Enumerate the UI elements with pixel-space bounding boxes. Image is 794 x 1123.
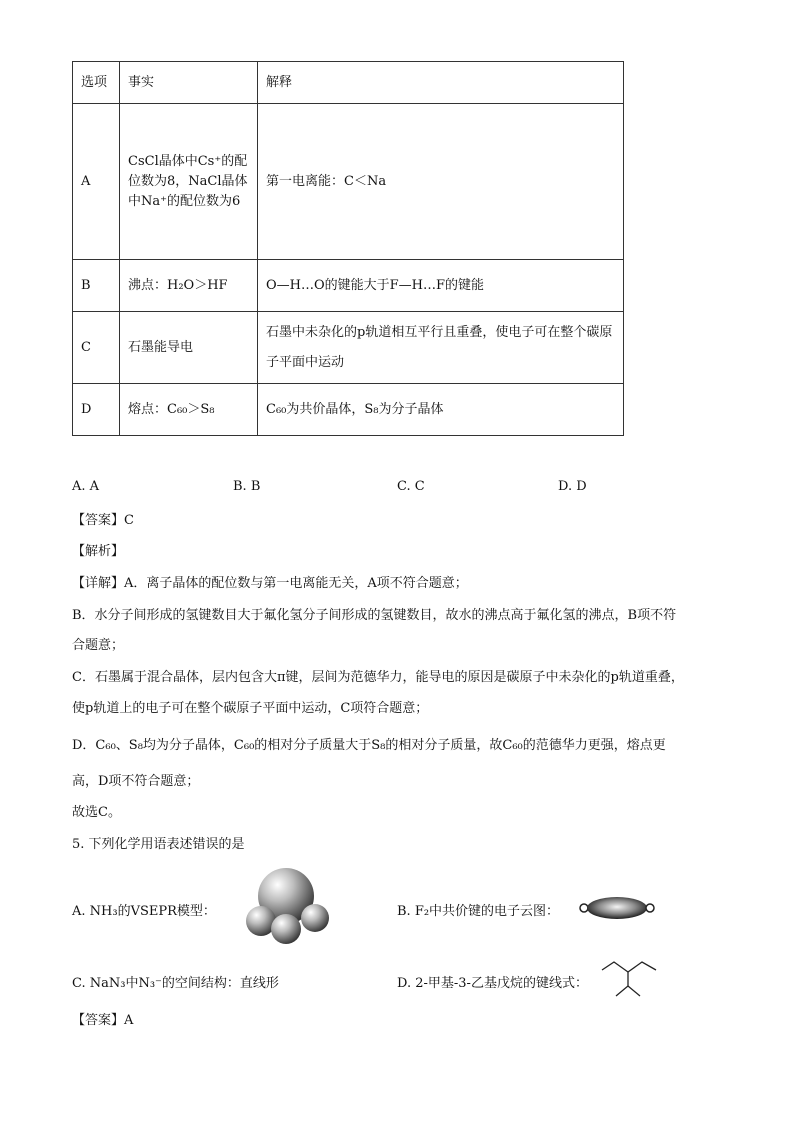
branch-bond-right — [628, 986, 640, 996]
q4-option-c: C. C — [397, 479, 425, 494]
row-a-fact: CsCl晶体中Cs⁺的配位数为8，NaCl晶体中Na⁺的配位数为6 — [120, 104, 258, 260]
nucleus-left — [580, 904, 588, 912]
q4-option-b: B. B — [233, 479, 261, 494]
q4-option-a: A. A — [72, 479, 100, 494]
q4-analysis-title: 【解析】 — [72, 544, 125, 559]
row-c-option: C — [73, 312, 120, 384]
row-b-option: B — [73, 260, 120, 312]
q4-answer: 【答案】C — [72, 513, 134, 528]
nucleus-right — [646, 904, 654, 912]
ligand-sphere-front — [271, 914, 301, 944]
q4-analysis-line-5: 使p轨道上的电子可在整个碳原子平面中运动，C项符合题意； — [72, 701, 429, 716]
q4-analysis-line-3: 合题意； — [72, 638, 125, 653]
skeletal-formula-figure — [600, 960, 660, 1000]
header-explanation: 解释 — [258, 62, 624, 104]
row-c-explanation: 石墨中未杂化的p轨道相互平行且重叠，使电子可在整个碳原子平面中运动 — [258, 312, 624, 384]
q4-option-d: D. D — [558, 479, 587, 494]
q5-stem: 5. 下列化学用语表述错误的是 — [72, 837, 245, 852]
q5-option-a: A. NH₃的VSEPR模型： — [72, 904, 216, 919]
q4-analysis-line-8: 故选C。 — [72, 805, 121, 820]
row-c-fact: 石墨能导电 — [120, 312, 258, 384]
header-option: 选项 — [73, 62, 120, 104]
header-fact: 事实 — [120, 62, 258, 104]
q4-analysis-line-7: 高，D项不符合题意； — [72, 774, 200, 789]
q4-analysis-line-4: C．石墨属于混合晶体，层内包含大π键，层间为范德华力，能导电的原因是碳原子中未杂化的p轨道重叠， — [72, 670, 684, 685]
q5-option-c: C. NaN₃中N₃⁻的空间结构：直线形 — [72, 976, 279, 991]
q4-analysis-line-2: B．水分子间形成的氢键数目大于氟化氢分子间形成的氢键数目，故水的沸点高于氟化氢的沸点，B项不符 — [72, 608, 677, 623]
q5-option-d: D. 2-甲基-3-乙基戊烷的键线式： — [397, 976, 588, 991]
q5-answer: 【答案】A — [72, 1013, 134, 1028]
electron-cloud-figure — [577, 895, 657, 921]
branch-bond-left — [616, 972, 628, 996]
row-a-explanation: 第一电离能：C＜Na — [258, 104, 624, 260]
main-chain-bonds — [602, 962, 656, 972]
row-d-fact: 熔点：C₆₀＞S₈ — [120, 384, 258, 436]
bond-electron-cloud — [587, 897, 647, 919]
q5-option-b: B. F₂中共价键的电子云图： — [397, 904, 560, 919]
row-b-fact: 沸点：H₂O＞HF — [120, 260, 258, 312]
q4-analysis-line-6: D．C₆₀、S₈均为分子晶体，C₆₀的相对分子质量大于S₈的相对分子质量，故C₆₀的范德华力更强，熔点更 — [72, 738, 666, 753]
row-d-explanation: C₆₀为共价晶体，S₈为分子晶体 — [258, 384, 624, 436]
q4-analysis-line-1: 【详解】A．离子晶体的配位数与第一电离能无关，A项不符合题意； — [72, 576, 468, 591]
ligand-sphere-right — [301, 904, 329, 932]
question-4-table — [72, 61, 624, 436]
row-a-option: A — [73, 104, 120, 260]
vsepr-model-figure — [244, 866, 334, 946]
row-d-option: D — [73, 384, 120, 436]
row-b-explanation: O—H…O的键能大于F—H…F的键能 — [258, 260, 624, 312]
